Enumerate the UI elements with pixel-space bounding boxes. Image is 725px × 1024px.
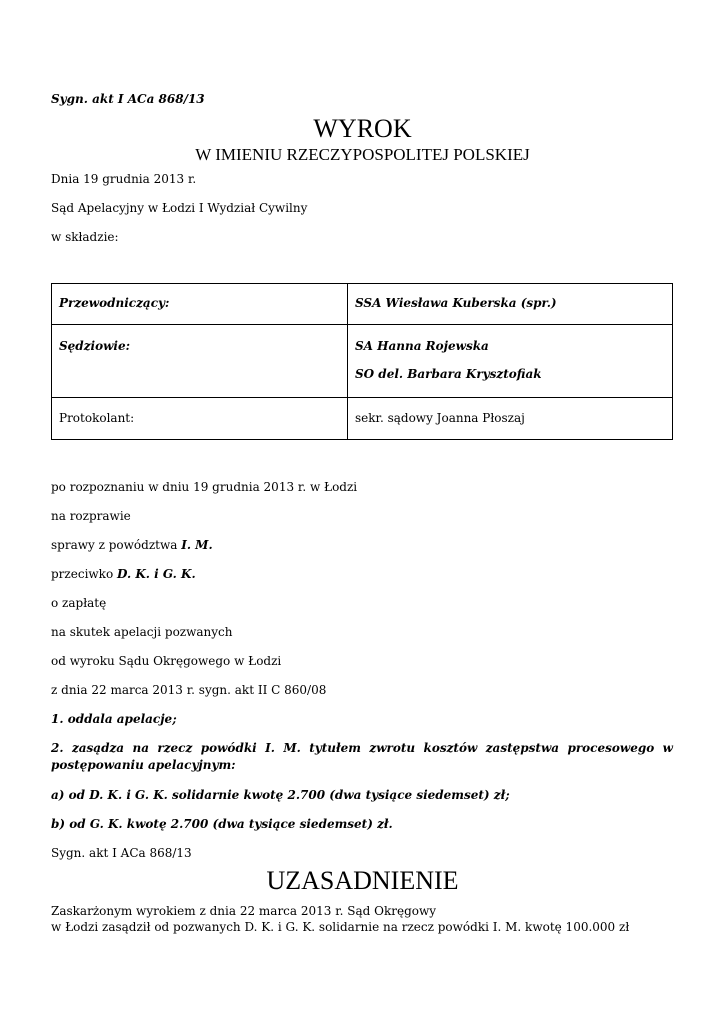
ruling-b: b) od G. K. kwotę 2.700 (dwa tysiące siedemset) zł. (51, 817, 393, 831)
date-line: Dnia 19 grudnia 2013 r. (51, 172, 197, 186)
judge-name: SA Hanna Rojewska (355, 339, 489, 353)
judgment-date-line: z dnia 22 marca 2013 r. sygn. akt II C 860/08 (51, 683, 327, 697)
table-row (52, 398, 673, 440)
subject-line: o zapłatę (51, 596, 107, 610)
appeal-line: na skutek apelacji pozwanych (51, 625, 233, 639)
ruling-a: a) od D. K. i G. K. solidarnie kwotę 2.700 (dwa tysiące siedemset) zł; (51, 788, 510, 802)
composition-intro: w składzie: (51, 230, 119, 244)
judgment-title: WYROK (313, 114, 412, 143)
justification-line: Zaskarżonym wyrokiem z dnia 22 marca 2013 r. Sąd Okręgowy (51, 904, 437, 918)
clerk-label: Protokolant: (52, 398, 348, 440)
considered-line: po rozpoznaniu w dniu 19 grudnia 2013 r. w Łodzi (51, 480, 358, 494)
presiding-value: SSA Wiesława Kuberska (spr.) (348, 284, 673, 325)
against-line (51, 567, 196, 582)
justification-line: w Łodzi zasądził od pozwanych D. K. i G. K. solidarnie na rzecz powódki I. M. kwotę 100.000 zł (51, 920, 630, 934)
claim-prefix: sprawy z powództwa (51, 538, 182, 552)
ruling-1: 1. oddala apelacje; (51, 712, 177, 726)
case-reference: Sygn. akt I ACa 868/13 (51, 92, 205, 106)
judgment-subtitle: W IMIENIU RZECZYPOSPOLITEJ POLSKIEJ (195, 145, 530, 164)
claim-line (51, 538, 213, 553)
case-reference-bottom: Sygn. akt I ACa 868/13 (51, 846, 192, 860)
judges-cell (348, 325, 673, 398)
table-row (52, 284, 673, 325)
claimant-name: I. M. (181, 538, 213, 552)
table-row (52, 325, 673, 398)
court-line: Sąd Apelacyjny w Łodzi I Wydział Cywilny (51, 201, 308, 215)
judge-name: SO del. Barbara Krysztofiak (355, 367, 542, 381)
against-prefix: przeciwko (51, 567, 117, 581)
court-composition-table (51, 283, 673, 440)
ruling-2: 2. zasądza na rzecz powódki I. M. tytułem zwrotu kosztów zastępstwa procesowego w postępowaniu apelacyjnym: (51, 741, 673, 772)
justification-title: UZASADNIENIE (266, 866, 459, 895)
hearing-line: na rozprawie (51, 509, 131, 523)
from-judgment-line: od wyroku Sądu Okręgowego w Łodzi (51, 654, 282, 668)
judges-label: Sędziowie: (52, 325, 348, 398)
defendants-names: D. K. i G. K. (116, 567, 196, 581)
clerk-value: sekr. sądowy Joanna Płoszaj (348, 398, 673, 440)
presiding-label: Przewodniczący: (52, 284, 348, 325)
